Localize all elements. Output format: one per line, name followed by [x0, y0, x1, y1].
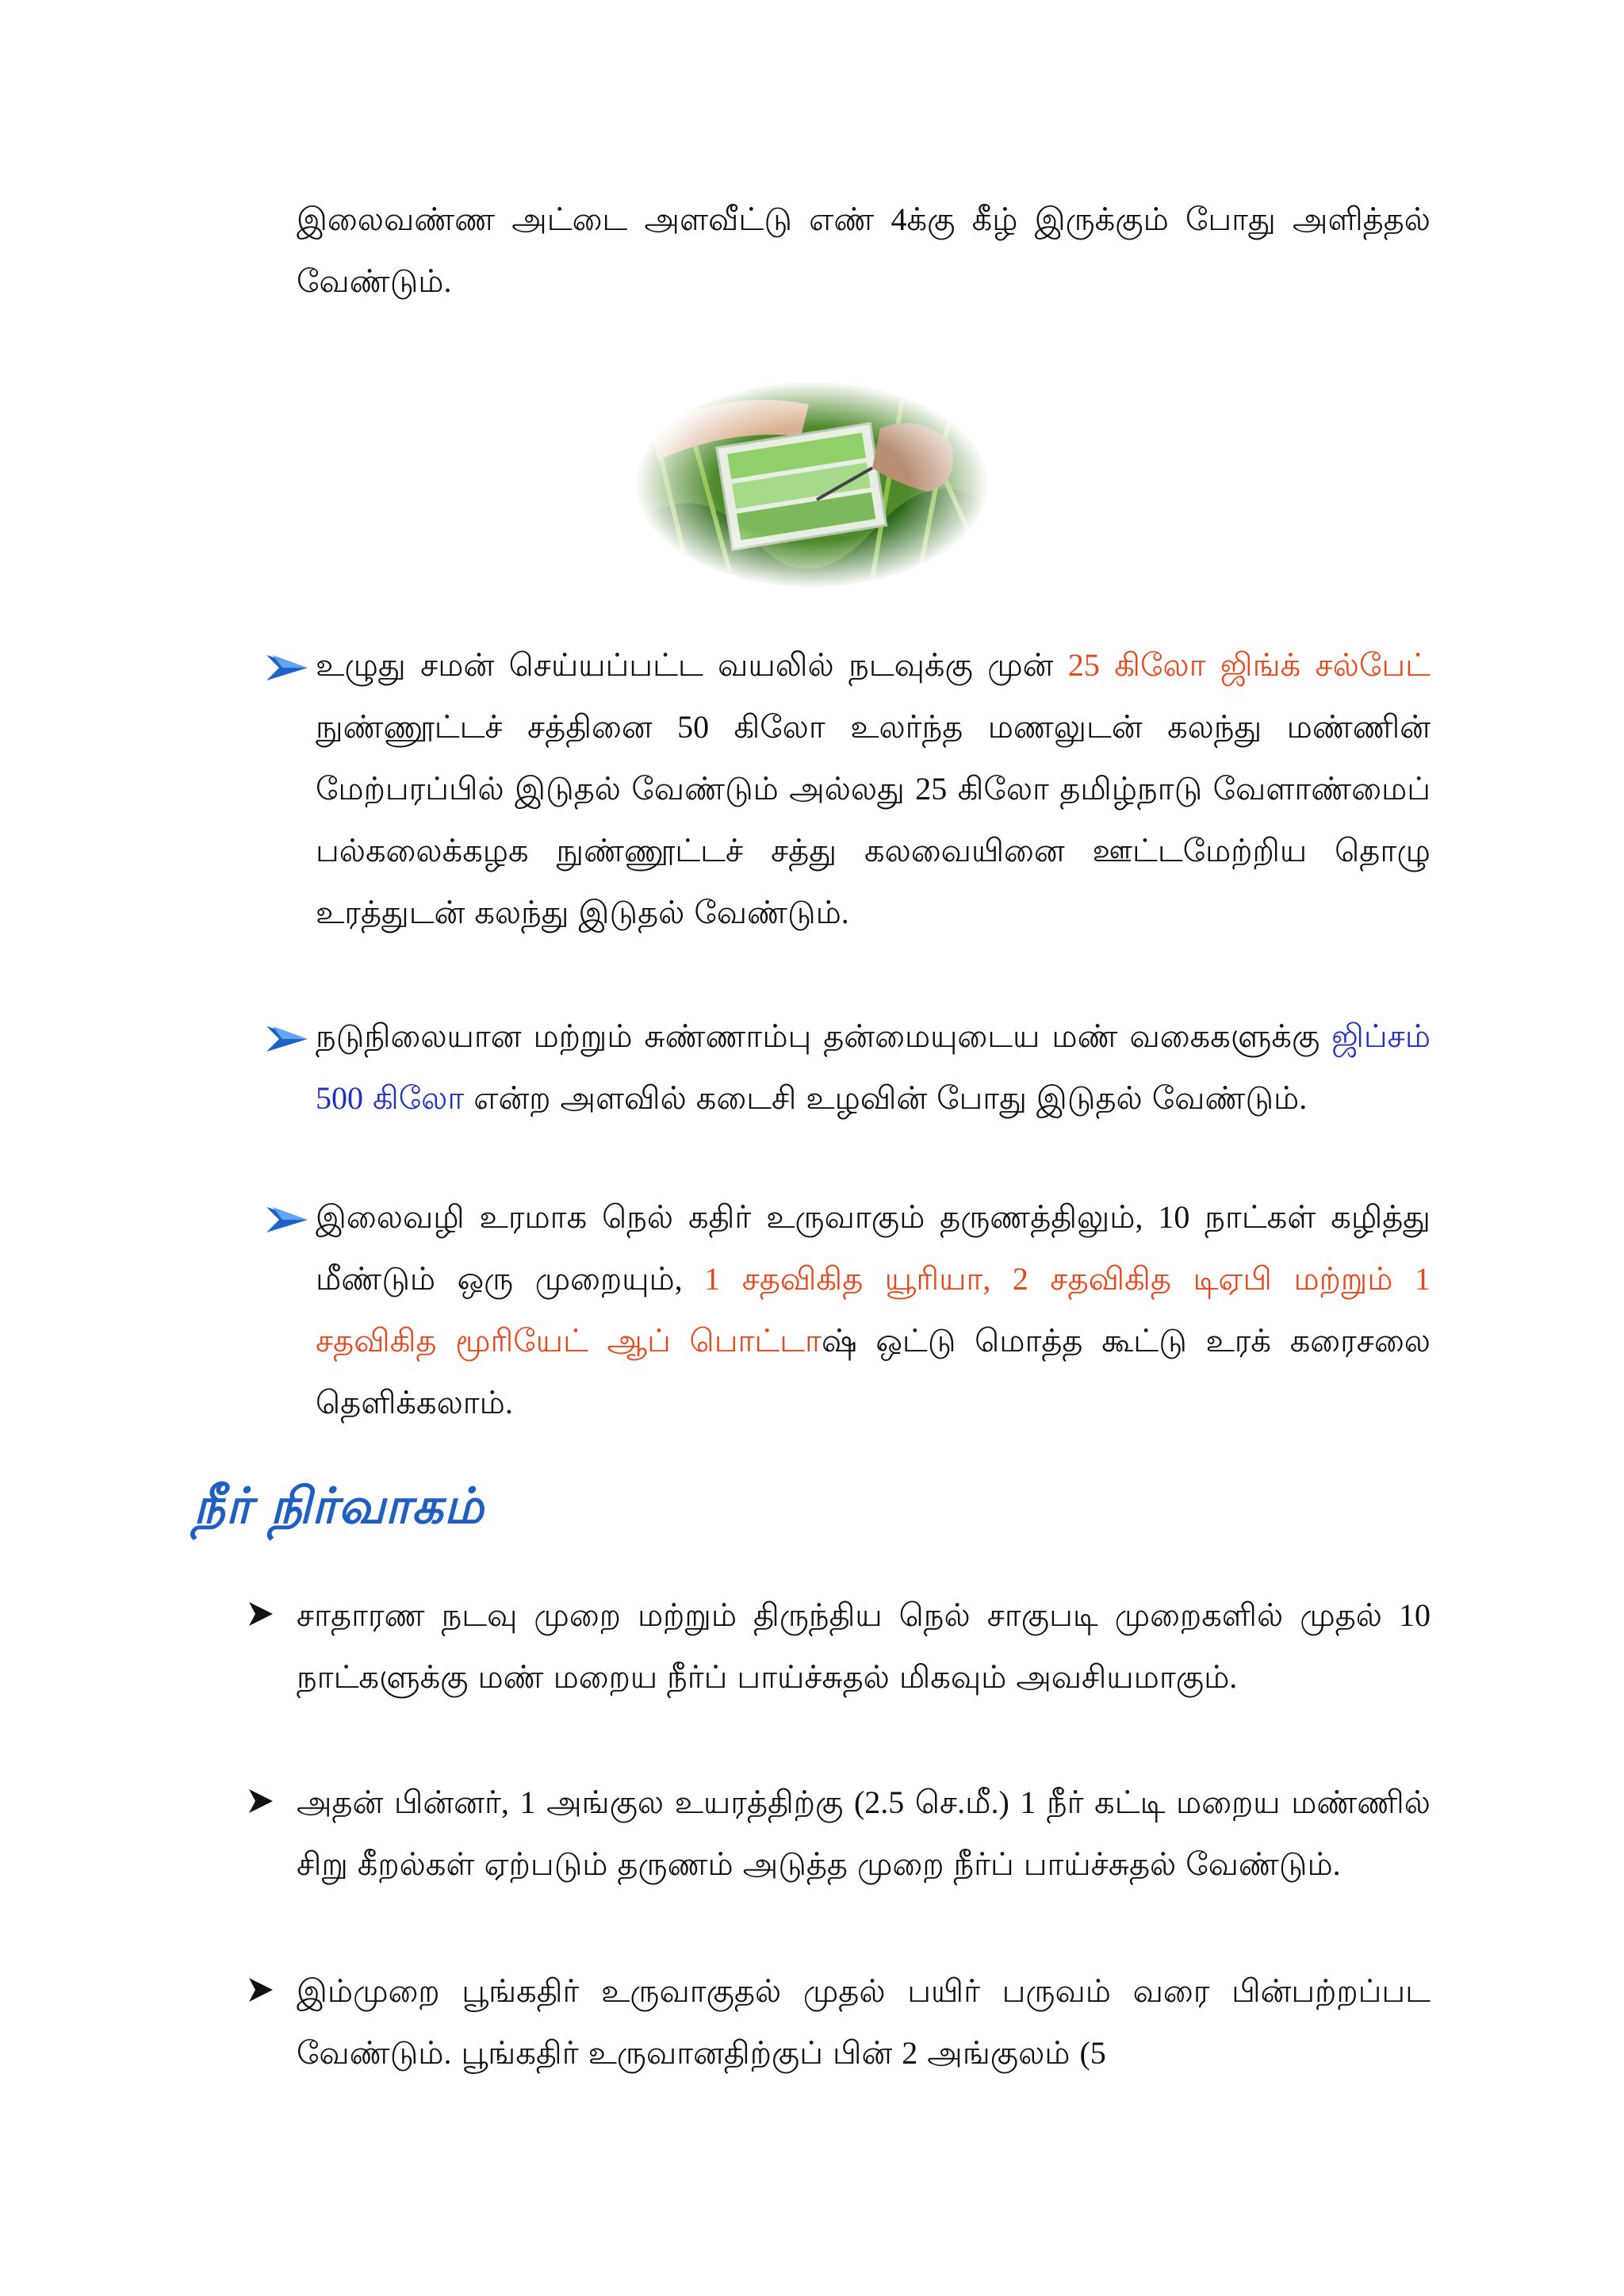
section-heading-water-management: நீர் நிர்வாகம்	[193, 1477, 485, 1535]
nutrient-item-3	[316, 1186, 1431, 1434]
nutrient-item-2-pre: நடுநிலையான மற்றும் சுண்ணாம்பு தன்மையுடைய மண் வகைகளுக்கு	[316, 1018, 1332, 1054]
blue-arrow-bullet-icon	[266, 652, 311, 684]
blue-arrow-bullet-icon	[266, 1204, 311, 1236]
nutrient-item-1-highlight: 25 கிலோ ஜிங்க் சல்பேட்	[1067, 647, 1431, 683]
water-item-2: அதன் பின்னர், 1 அங்குல உயரத்திற்கு (2.5 செ.மீ.) 1 நீர் கட்டி மறைய மண்ணில் சிறு கீறல்கள் ஏற்படும் தருணம் அடுத்த முறை நீர்ப் பாய்ச்சுதல் வேண்டும்.	[297, 1784, 1431, 1882]
intro-text: இலைவண்ண அட்டை அளவீட்டு எண் 4க்கு கீழ் இருக்கும் போது அளித்தல் வேண்டும்.	[297, 201, 1431, 299]
nutrient-item-1	[316, 634, 1431, 944]
nutrient-item-2-highlight: ஜிப்சம் 500 கிலோ	[316, 1018, 1431, 1116]
water-item-1: சாதாரண நடவு முறை மற்றும் திருந்திய நெல் சாகுபடி முறைகளில் முதல் 10 நாட்களுக்கு மண் மறைய நீர்ப் பாய்ச்சுதல் மிகவும் அவசியமாகும்.	[297, 1597, 1431, 1695]
nutrient-item-1-pre: உழுது சமன் செய்யப்பட்ட வயலில் நடவுக்கு முன்	[316, 647, 1068, 683]
intro-paragraph	[297, 189, 1431, 312]
nutrient-item-2-post: என்ற அளவில் கடைசி உழவின் போது இடுதல் வேண்டும்.	[464, 1080, 1308, 1116]
arrowhead-bullet-icon	[247, 1788, 274, 1815]
leaf-color-chart-photo	[634, 381, 990, 588]
nutrient-item-3-pre: இலைவழி உரமாக நெல் கதிர் உருவாகும் தருணத்திலும், 10 நாட்கள் கழித்து மீண்டும் ஒரு முறையும்,	[316, 1199, 1431, 1297]
nutrient-item-2	[316, 1006, 1431, 1129]
water-item-3: இம்முறை பூங்கதிர் உருவாகுதல் முதல் பயிர் பருவம் வரை பின்பற்றப்பட வேண்டும். பூங்கதிர் உருவானதிற்குப் பின் 2 அங்குலம் (5	[297, 1973, 1431, 2071]
blue-arrow-bullet-icon	[266, 1023, 311, 1055]
nutrient-item-3-highlight: 1 சதவிகித யூரியா, 2 சதவிகித டிஏபி மற்றும் 1 சதவிகித மூரியேட் ஆப் பொட்டா	[316, 1261, 1431, 1359]
nutrient-item-1-post: நுண்ணூட்டச் சத்தினை 50 கிலோ உலர்ந்த மணலுடன் கலந்து மண்ணின் மேற்பரப்பில் இடுதல் வேண்டும் அல்லது 25 கிலோ தமிழ்நாடு வேளாண்மைப் பல்கலைக்கழக நுண்ணூட்டச் சத்து கலவையினை ஊட்டமேற்றிய தொழு உரத்துடன் கலந்து இடுதல் வேண்டும்.	[316, 709, 1431, 930]
arrowhead-bullet-icon	[247, 1600, 274, 1627]
arrowhead-bullet-icon	[247, 1976, 274, 2003]
nutrient-item-3-post: ஷ் ஒட்டு மொத்த கூட்டு உரக் கரைசலை தெளிக்கலாம்.	[316, 1323, 1431, 1420]
